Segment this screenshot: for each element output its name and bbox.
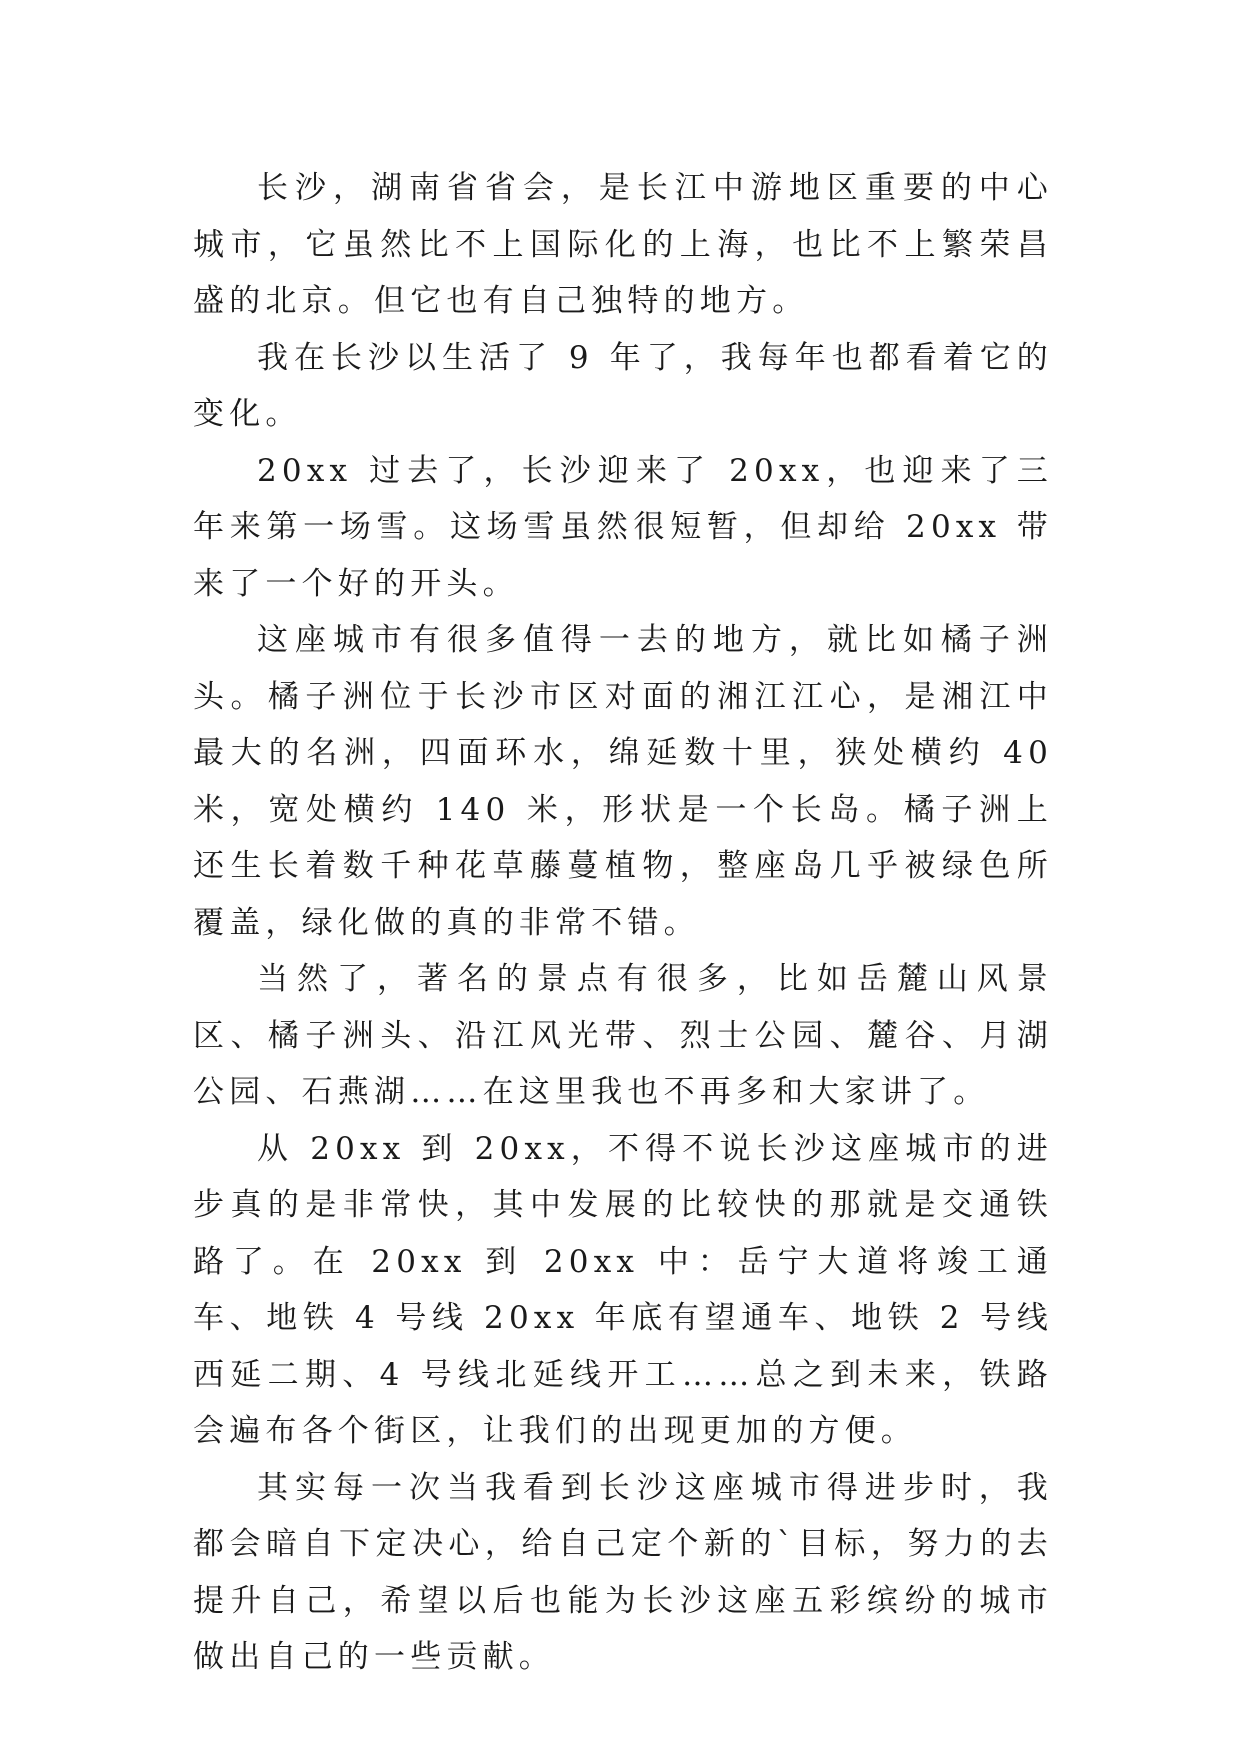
document-body	[193, 160, 1053, 1686]
paragraph-2: 我在长沙以生活了 9 年了，我每年也都看着它的变化。	[193, 339, 1053, 432]
paragraph-4: 这座城市有很多值得一去的地方，就比如橘子洲头。橘子洲位于长沙市区对面的湘江江心，是湘江中最大的名洲，四面环水，绵延数十里，狭处横约 40 米，宽处横约 140 米，形状是一个长岛。橘子洲上还生长着数千种花草藤蔓植物，整座岛几乎被绿色所覆盖，绿化做的真的非常不错。	[193, 622, 1053, 941]
paragraph-3: 20xx 过去了，长沙迎来了 20xx，也迎来了三年来第一场雪。这场雪虽然很短暂，但却给 20xx 带来了一个好的开头。	[193, 452, 1053, 602]
paragraph-7: 其实每一次当我看到长沙这座城市得进步时，我都会暗自下定决心，给自己定个新的`目标，努力的去提升自己，希望以后也能为长沙这座五彩缤纷的城市做出自己的一些贡献。	[193, 1469, 1053, 1675]
paragraph-1: 长沙，湖南省省会，是长江中游地区重要的中心城市，它虽然比不上国际化的上海，也比不上繁荣昌盛的北京。但它也有自己独特的地方。	[193, 170, 1053, 319]
paragraph-6: 从 20xx 到 20xx，不得不说长沙这座城市的进步真的是非常快，其中发展的比较快的那就是交通铁路了。在 20xx 到 20xx 中：岳宁大道将竣工通车、地铁 4 号线 20xx 年底有望通车、地铁 2 号线西延二期、4 号线北延线开工……总之到未来，铁路会遍布各个街区，让我们的出现更加的方便。	[193, 1130, 1053, 1449]
paragraph-5: 当然了，著名的景点有很多，比如岳麓山风景区、橘子洲头、沿江风光带、烈士公园、麓谷、月湖公园、石燕湖……在这里我也不再多和大家讲了。	[193, 961, 1053, 1110]
